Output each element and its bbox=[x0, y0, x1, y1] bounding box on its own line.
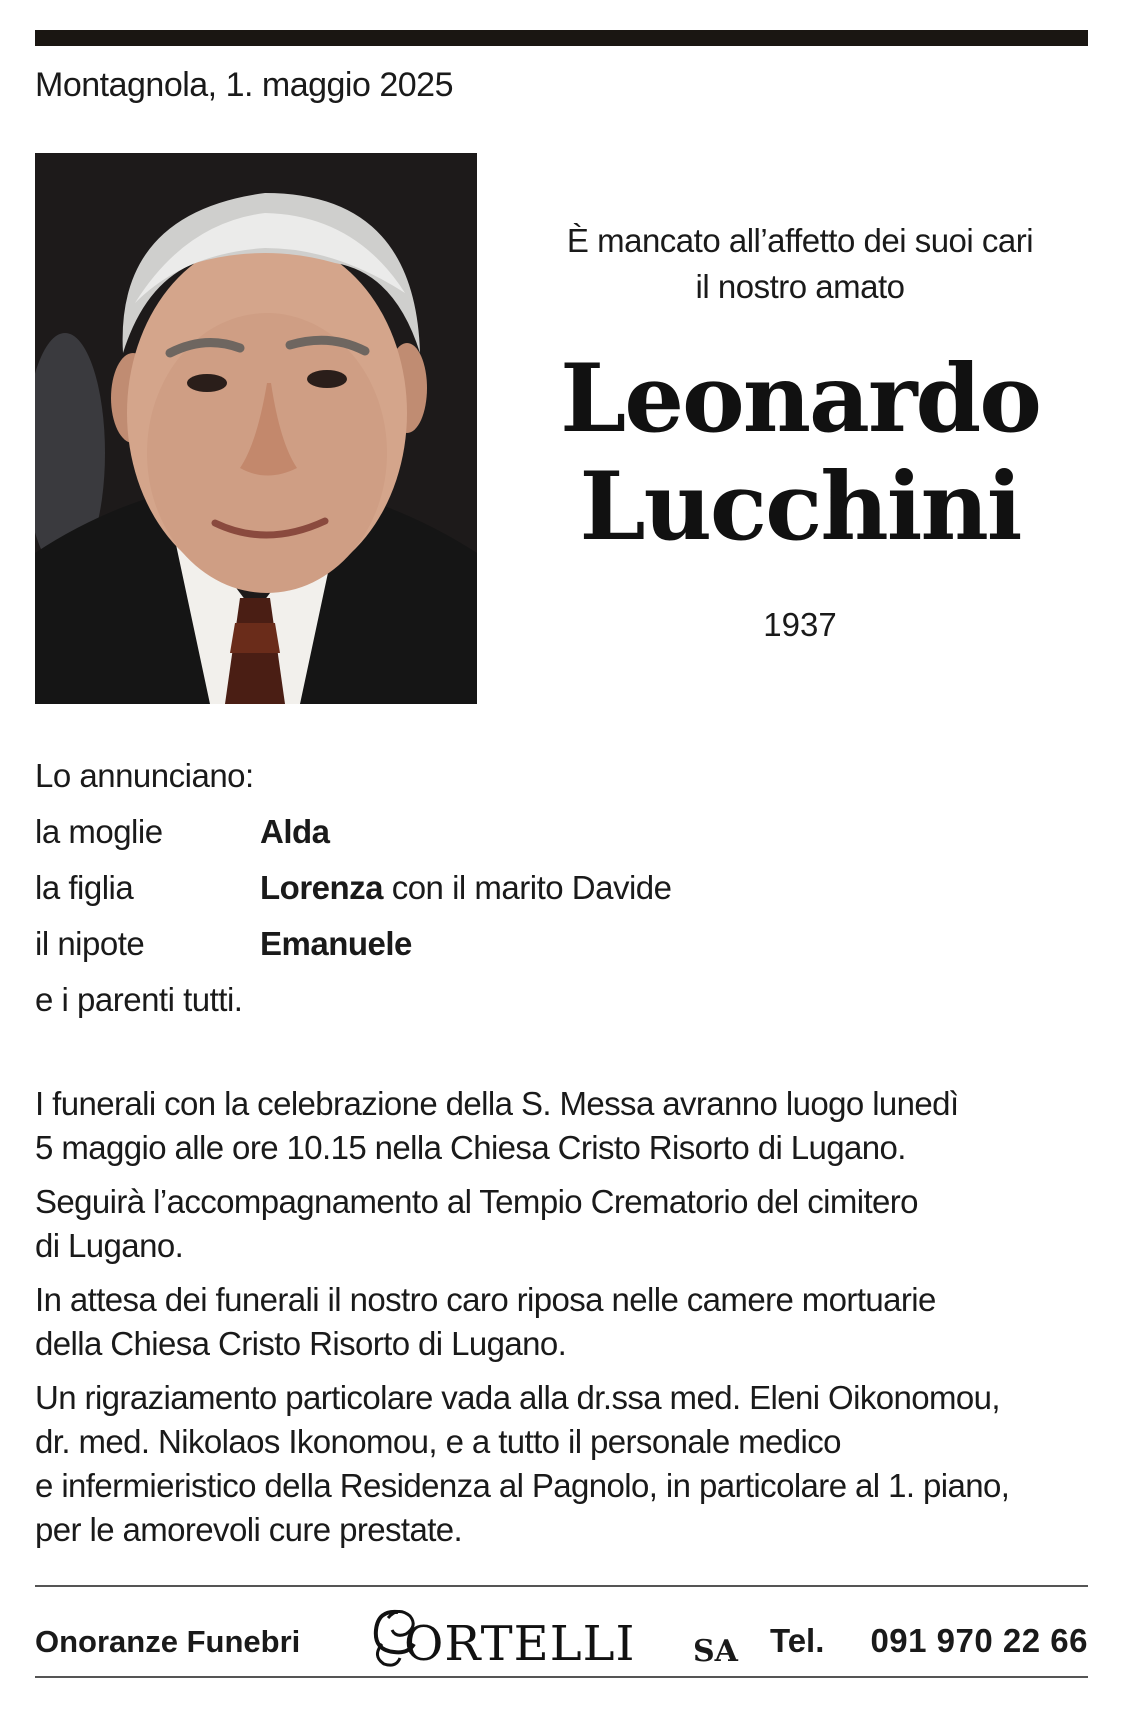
text-line: Seguirà l’accompagnamento al Tempio Crematorio del cimitero bbox=[35, 1183, 918, 1220]
text-line: di Lugano. bbox=[35, 1227, 184, 1264]
text-line: per le amorevoli cure prestate. bbox=[35, 1511, 463, 1548]
relative-name: Emanuele bbox=[260, 925, 412, 962]
intro-line-2: il nostro amato bbox=[695, 268, 905, 305]
logo-suffix: SA bbox=[693, 1634, 738, 1669]
announce-title: Lo annunciano: bbox=[35, 757, 254, 794]
text-line: della Chiesa Cristo Risorto di Lugano. bbox=[35, 1325, 567, 1362]
text-line: In attesa dei funerali il nostro caro riposa nelle camere mortuarie bbox=[35, 1281, 936, 1318]
portrait-photo bbox=[35, 153, 477, 704]
place-date: Montagnola, 1. maggio 2025 bbox=[35, 66, 453, 104]
paragraph-funeral bbox=[35, 1082, 1095, 1170]
top-rule bbox=[35, 30, 1088, 46]
birth-year: 1937 bbox=[763, 606, 837, 643]
list-item bbox=[35, 860, 671, 916]
funeral-home-label: Onoranze Funebri bbox=[35, 1624, 301, 1659]
intro-text bbox=[520, 218, 1080, 310]
phone-label: Tel. bbox=[770, 1622, 825, 1659]
text-line: e infermieristico della Residenza al Pagnolo, in particolare al 1. piano, bbox=[35, 1467, 1010, 1504]
relation-label: la moglie bbox=[35, 813, 163, 850]
last-name: Lucchini bbox=[579, 452, 1021, 562]
paragraph-resting bbox=[35, 1278, 1095, 1366]
relative-name: Alda bbox=[260, 813, 330, 850]
funeral-details bbox=[35, 1082, 1095, 1562]
text-line: 5 maggio alle ore 10.15 nella Chiesa Cristo Risorto di Lugano. bbox=[35, 1129, 906, 1166]
footer bbox=[35, 1596, 1088, 1672]
list-item bbox=[35, 916, 671, 972]
footer-top-rule bbox=[35, 1585, 1088, 1587]
paragraph-thanks bbox=[35, 1376, 1095, 1552]
text-line: dr. med. Nikolaos Ikonomou, e a tutto il personale medico bbox=[35, 1423, 841, 1460]
intro-line-1: È mancato all’affetto dei suoi cari bbox=[566, 222, 1034, 259]
list-item bbox=[35, 804, 671, 860]
relation-label: la figlia bbox=[35, 869, 134, 906]
footer-bottom-rule bbox=[35, 1676, 1088, 1678]
relative-name: Lorenza bbox=[260, 869, 384, 906]
relative-extra: con il marito Davide bbox=[383, 869, 672, 906]
phone-number[interactable]: 091 970 22 66 bbox=[870, 1622, 1088, 1659]
text-line: Un rigraziamento particolare vada alla dr.ssa med. Eleni Oikonomou, bbox=[35, 1379, 1000, 1416]
deceased-name bbox=[520, 345, 1080, 561]
relation-label: il nipote bbox=[35, 925, 145, 962]
first-name: Leonardo bbox=[560, 344, 1040, 454]
text-line: I funerali con la celebrazione della S. Messa avranno luogo lunedì bbox=[35, 1085, 959, 1122]
logo-text: ORTELLI bbox=[404, 1616, 636, 1672]
paragraph-cremation bbox=[35, 1180, 1095, 1268]
announce-closing: e i parenti tutti. bbox=[35, 981, 243, 1018]
announcers-list bbox=[35, 748, 671, 1028]
